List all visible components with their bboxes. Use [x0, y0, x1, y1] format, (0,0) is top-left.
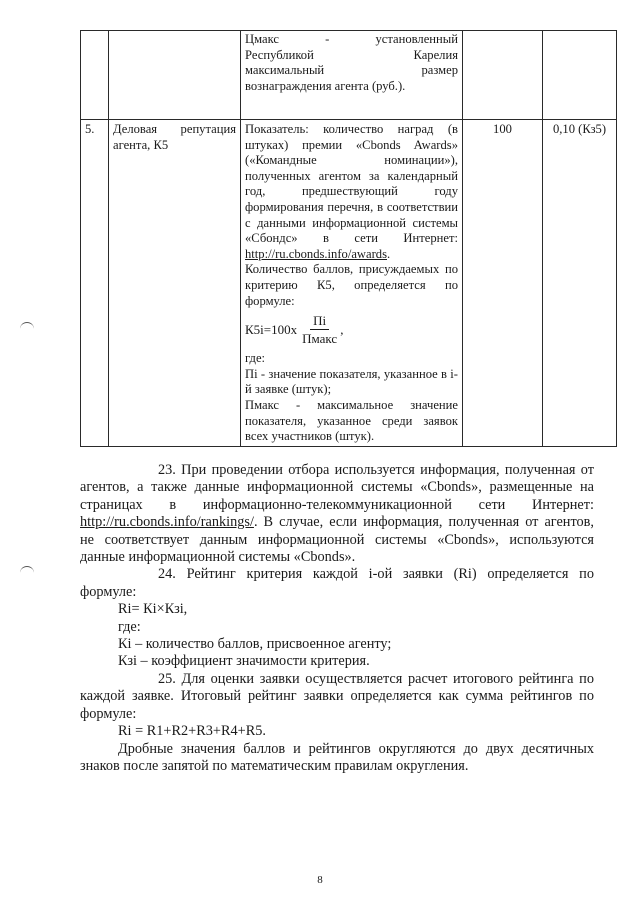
formula-denominator: Пмакс [302, 331, 338, 347]
page-number: 8 [317, 874, 323, 886]
cont-line-4: вознаграждения агента (руб.). [245, 78, 406, 93]
paragraph-23-text: 23. При проведении отбора используется информация, полученная от агентов, а также данные информационной системы «Cbonds», размещенные на страницах в информационно-телекоммуникационной сети Интернет: [80, 462, 594, 513]
paragraph-rounding: Дробные значения баллов и рейтингов округляются до двух десятичных знаков после запятой по математическим правилам округления. [80, 740, 594, 774]
where-label-24: где: [118, 618, 141, 635]
criterion-name-line-1: Деловая репутация [113, 122, 236, 136]
where-label: где: [245, 351, 266, 366]
criterion-name [109, 120, 241, 447]
paragraph-23 [80, 462, 594, 566]
paragraph-23-text-end: . В случае, если информация, полученная от агентов, не соответствует данным информационной системы «Cbonds», используются данные информационной системы «Cbonds». [80, 514, 594, 566]
link-tail: . [387, 246, 391, 261]
cell-num-empty [81, 31, 109, 120]
cell-points-empty [463, 31, 543, 120]
cont-line-1: Цмакс - установленный [245, 32, 458, 46]
cell-description-continued [241, 31, 463, 120]
table-row-continued [81, 31, 617, 120]
criterion-description [241, 120, 463, 447]
row-number: 5. [81, 120, 109, 447]
points-text: Количество баллов, присуждаемых по критерию К5, определяется по формуле: [245, 262, 458, 308]
table-row-5 [81, 120, 617, 447]
rankings-link[interactable]: http://ru.cbonds.info/rankings/ [80, 514, 254, 531]
cont-line-2: Республикой Карелия [245, 47, 458, 62]
formula-tail: , [340, 321, 344, 337]
paragraph-24: 24. Рейтинг критерия каждой i-ой заявки (Ri) определяется по формуле: [80, 566, 594, 600]
document-body [80, 462, 594, 775]
scan-mark-lower [20, 566, 34, 573]
criteria-table [80, 30, 617, 447]
formula-left: К5i=100x [245, 321, 298, 337]
criterion-name-line-2: агента, К5 [113, 137, 169, 152]
cell-weight-empty [543, 31, 617, 120]
definition-ki: Кi – количество баллов, присвоенное агенту; [118, 636, 392, 653]
cell-name-empty [109, 31, 241, 120]
scan-mark-upper [20, 322, 34, 329]
awards-link[interactable]: http://ru.cbonds.info/awards [245, 246, 388, 261]
definition-pmax: Пмакс - максимальное значение показателя, указанное среди заявок всех участников (штук). [245, 397, 458, 444]
formula-numerator: Пi [310, 312, 329, 330]
formula-fraction [299, 312, 340, 347]
cont-line-3: максимальный размер [245, 63, 458, 78]
k5-formula [245, 312, 458, 347]
description-text: Показатель: количество наград (в штуках) премии «Cbonds Awards» («Командные номинации»), полученных агентом за календарный год, предшествующий году формирования перечня, в соответствии с данными информационной системы «Сбондс» в сети Интернет: [245, 122, 458, 246]
formula-ri: Ri= Кi×Кзi, [118, 601, 188, 618]
description-intro [245, 122, 458, 262]
max-points: 100 [463, 120, 543, 447]
formula-total: Ri = R1+R2+R3+R4+R5. [118, 723, 266, 740]
weight-coefficient: 0,10 (Кз5) [543, 120, 617, 447]
definition-kzi: Кзi – коэффициент значимости критерия. [118, 653, 370, 670]
definition-pi: Пi - значение показателя, указанное в i-й заявке (штук); [245, 366, 458, 397]
paragraph-25: 25. Для оценки заявки осуществляется расчет итогового рейтинга по каждой заявке. Итоговый рейтинг заявки определяется как сумма рейтингов по формуле: [80, 670, 594, 722]
